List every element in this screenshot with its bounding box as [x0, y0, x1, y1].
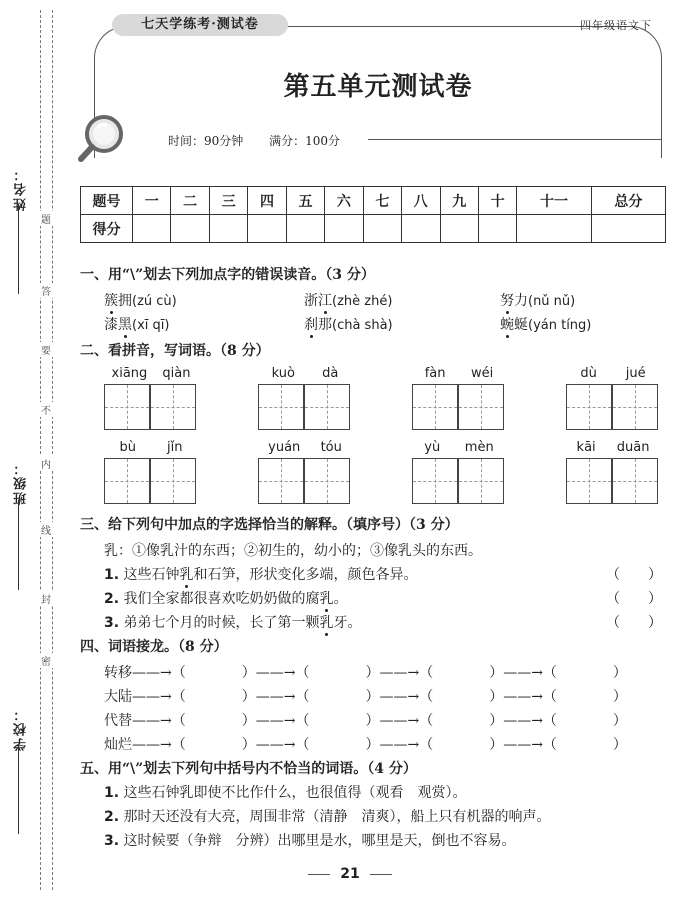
score-cell[interactable]	[517, 215, 591, 243]
pinyin-write-group	[566, 440, 660, 458]
word-chain-row[interactable]	[104, 734, 627, 754]
seal-char: 答	[38, 283, 54, 298]
tian-box[interactable]	[304, 458, 350, 504]
pinyin-syllable: duān	[616, 440, 650, 455]
seal-char: 题	[38, 211, 54, 226]
section-5-heading: 五、用“\”划去下列句中括号内不恰当的词语。（4 分）	[80, 761, 417, 777]
tian-box[interactable]	[612, 384, 658, 430]
dotted-char: 乳	[319, 591, 334, 607]
item-number: 1.	[104, 567, 120, 583]
chain-start-word: 大陆	[104, 689, 132, 705]
score-table	[80, 186, 666, 243]
pinyin-item: 漆黑(xī qī)	[104, 317, 170, 333]
score-col: 五	[286, 187, 324, 215]
pinyin-write-group	[104, 366, 198, 384]
chain-blanks: ——→（ ）——→（ ）——→（ ）——→（ ）	[132, 713, 627, 729]
chain-start-word: 代替	[104, 713, 132, 729]
pinyin-options: (chà shà)	[332, 318, 393, 333]
item-number: 1.	[104, 785, 120, 801]
pinyin-item: 浙江(zhè zhé)	[304, 293, 393, 309]
seal-char: 不	[38, 402, 54, 417]
seal-char: 线	[38, 522, 54, 537]
score-cell[interactable]	[209, 215, 247, 243]
chain-blanks: ——→（ ）——→（ ）——→（ ）——→（ ）	[132, 665, 627, 681]
item-number: 3.	[104, 615, 120, 631]
pinyin-write-group	[104, 440, 198, 458]
question-item: 3. 这时候要（争辩 分辨）出哪里是水，哪里是天，倒也不容易。	[104, 833, 516, 849]
class-field[interactable]	[18, 500, 19, 590]
section-1-heading: 一、用“\”划去下列加点字的错误读音。（3 分）	[80, 267, 375, 283]
score-col: 二	[171, 187, 209, 215]
tian-box[interactable]	[104, 458, 150, 504]
tian-box[interactable]	[258, 384, 304, 430]
name-label: 姓名：	[14, 166, 29, 211]
chain-blanks: ——→（ ）——→（ ）——→（ ）——→（ ）	[132, 737, 627, 753]
tian-box[interactable]	[458, 384, 504, 430]
section-4-heading: 四、词语接龙。（8 分）	[80, 639, 228, 655]
pinyin-syllable: dù	[580, 366, 597, 381]
exam-meta	[162, 132, 368, 149]
tian-box[interactable]	[566, 384, 612, 430]
item-number: 2.	[104, 809, 120, 825]
tian-box[interactable]	[612, 458, 658, 504]
full-score: 满分：100分	[269, 134, 341, 148]
pinyin-syllable: fàn	[424, 366, 446, 381]
score-col: 十	[478, 187, 516, 215]
pinyin-syllable: yù	[424, 440, 441, 455]
pinyin-write-group	[566, 366, 660, 384]
dotted-char: 乳	[179, 567, 194, 583]
score-table-row-header: 题号	[81, 187, 133, 215]
tian-box[interactable]	[150, 384, 196, 430]
page-number: 21	[0, 866, 700, 882]
binding-margin	[0, 0, 78, 900]
score-col: 总分	[591, 187, 665, 215]
pinyin-options: (zú cù)	[132, 294, 177, 309]
word-chain-row[interactable]	[104, 662, 627, 682]
pinyin-syllable: wéi	[471, 366, 494, 381]
answer-paren[interactable]: （ ）	[606, 567, 662, 583]
pinyin-syllable: mèn	[464, 440, 494, 455]
chain-blanks: ——→（ ）——→（ ）——→（ ）——→（ ）	[132, 689, 627, 705]
word-chain-row[interactable]	[104, 686, 627, 706]
score-col: 四	[248, 187, 286, 215]
grade-label: 四年级语文下	[580, 19, 652, 32]
question-item: 3. 弟弟七个月的时候，长了第一颗乳牙。	[104, 615, 362, 631]
section-3-heading: 三、给下列句中加点的字选择恰当的解释。（填序号）（3 分）	[80, 517, 459, 533]
score-cell[interactable]	[478, 215, 516, 243]
item-number: 2.	[104, 591, 120, 607]
chain-start-word: 转移	[104, 665, 132, 681]
score-cell[interactable]	[248, 215, 286, 243]
seal-char: 要	[38, 342, 54, 357]
dotted-char: 刹	[304, 317, 318, 333]
question-item: 1. 这些石钟乳即使不比作什么，也很值得（观看 观赏）。	[104, 785, 467, 801]
pinyin-write-group	[258, 366, 352, 384]
definition-line: 乳：①像乳汁的东西；②初生的，幼小的；③像乳头的东西。	[104, 543, 482, 559]
question-item: 2. 那时天还没有大亮，周围非常（清静 清爽），船上只有机器的响声。	[104, 809, 551, 825]
answer-paren[interactable]: （ ）	[606, 591, 662, 607]
page-title: 第五单元测试卷	[283, 72, 473, 102]
word-chain-row[interactable]	[104, 710, 627, 730]
answer-paren[interactable]: （ ）	[606, 615, 662, 631]
pinyin-syllable: yuán	[268, 440, 301, 455]
score-cell[interactable]	[133, 215, 171, 243]
score-col: 九	[440, 187, 478, 215]
dotted-char: 簇	[104, 293, 118, 309]
pinyin-options: (xī qī)	[132, 318, 170, 333]
dotted-char: 江	[318, 293, 332, 309]
cut-line-outer	[40, 10, 41, 890]
item-number: 3.	[104, 833, 120, 849]
name-field[interactable]	[18, 204, 19, 294]
pinyin-item: 刹那(chà shà)	[304, 317, 393, 333]
question-item: 2. 我们全家都很喜欢吃奶奶做的腐乳。	[104, 591, 348, 607]
tian-box[interactable]	[412, 384, 458, 430]
seal-char: 内	[38, 456, 54, 471]
tian-box[interactable]	[104, 384, 150, 430]
tian-box[interactable]	[566, 458, 612, 504]
score-table-score-row	[81, 215, 666, 243]
time-limit: 时间：90分钟	[168, 134, 244, 148]
pinyin-item: 蜿蜒(yán tíng)	[500, 317, 592, 333]
pinyin-options: (nǔ nǔ)	[528, 294, 576, 309]
tian-box[interactable]	[304, 384, 350, 430]
cut-line-inner	[52, 10, 53, 890]
dotted-char: 蜿	[500, 317, 514, 333]
pinyin-options: (zhè zhé)	[332, 294, 393, 309]
score-cell[interactable]	[171, 215, 209, 243]
score-cell[interactable]	[286, 215, 324, 243]
tian-box[interactable]	[150, 458, 196, 504]
page-dash-right	[370, 874, 392, 875]
tian-box[interactable]	[458, 458, 504, 504]
score-col: 八	[402, 187, 440, 215]
question-item: 1. 这些石钟乳和石笋，形状变化多端，颜色各异。	[104, 567, 418, 583]
pinyin-syllable: kāi	[576, 440, 596, 455]
dotted-char: 乳	[319, 615, 334, 631]
tian-box[interactable]	[412, 458, 458, 504]
tian-box[interactable]	[258, 458, 304, 504]
score-cell[interactable]	[402, 215, 440, 243]
dotted-char: 努	[500, 293, 514, 309]
pinyin-write-group	[412, 366, 506, 384]
pinyin-syllable: tóu	[320, 440, 342, 455]
pinyin-options: (yán tíng)	[528, 318, 592, 333]
pinyin-write-group	[258, 440, 352, 458]
score-table-header-row	[81, 187, 666, 215]
score-cell[interactable]	[363, 215, 401, 243]
pinyin-item: 簇拥(zú cù)	[104, 293, 177, 309]
class-label: 班级：	[14, 460, 29, 505]
chain-start-word: 灿烂	[104, 737, 132, 753]
pinyin-item: 努力(nǔ nǔ)	[500, 293, 576, 309]
school-field[interactable]	[18, 744, 19, 834]
pinyin-syllable: jué	[625, 366, 646, 381]
pinyin-syllable: jǐn	[167, 440, 183, 455]
seal-char: 密	[38, 653, 54, 668]
score-col: 十一	[517, 187, 591, 215]
score-col: 七	[363, 187, 401, 215]
pinyin-syllable: dà	[322, 366, 339, 381]
score-col: 一	[133, 187, 171, 215]
pinyin-write-group	[412, 440, 506, 458]
score-table-row-header: 得分	[81, 215, 133, 243]
score-cell[interactable]	[440, 215, 478, 243]
magnifier-icon	[74, 112, 128, 166]
score-cell[interactable]	[325, 215, 363, 243]
score-cell[interactable]	[591, 215, 665, 243]
school-label: 学校：	[14, 706, 29, 751]
score-col: 六	[325, 187, 363, 215]
dotted-char: 黑	[118, 317, 132, 333]
seal-char: 封	[38, 591, 54, 606]
score-col: 三	[209, 187, 247, 215]
page-dash-left	[308, 874, 330, 875]
pinyin-syllable: bù	[119, 440, 136, 455]
pinyin-syllable: qiàn	[162, 366, 191, 381]
section-2-heading: 二、看拼音，写词语。（8 分）	[80, 343, 270, 359]
pinyin-syllable: kuò	[271, 366, 295, 381]
series-tag: 七天学练考·测试卷	[112, 14, 288, 36]
pinyin-syllable: xiāng	[111, 366, 148, 381]
